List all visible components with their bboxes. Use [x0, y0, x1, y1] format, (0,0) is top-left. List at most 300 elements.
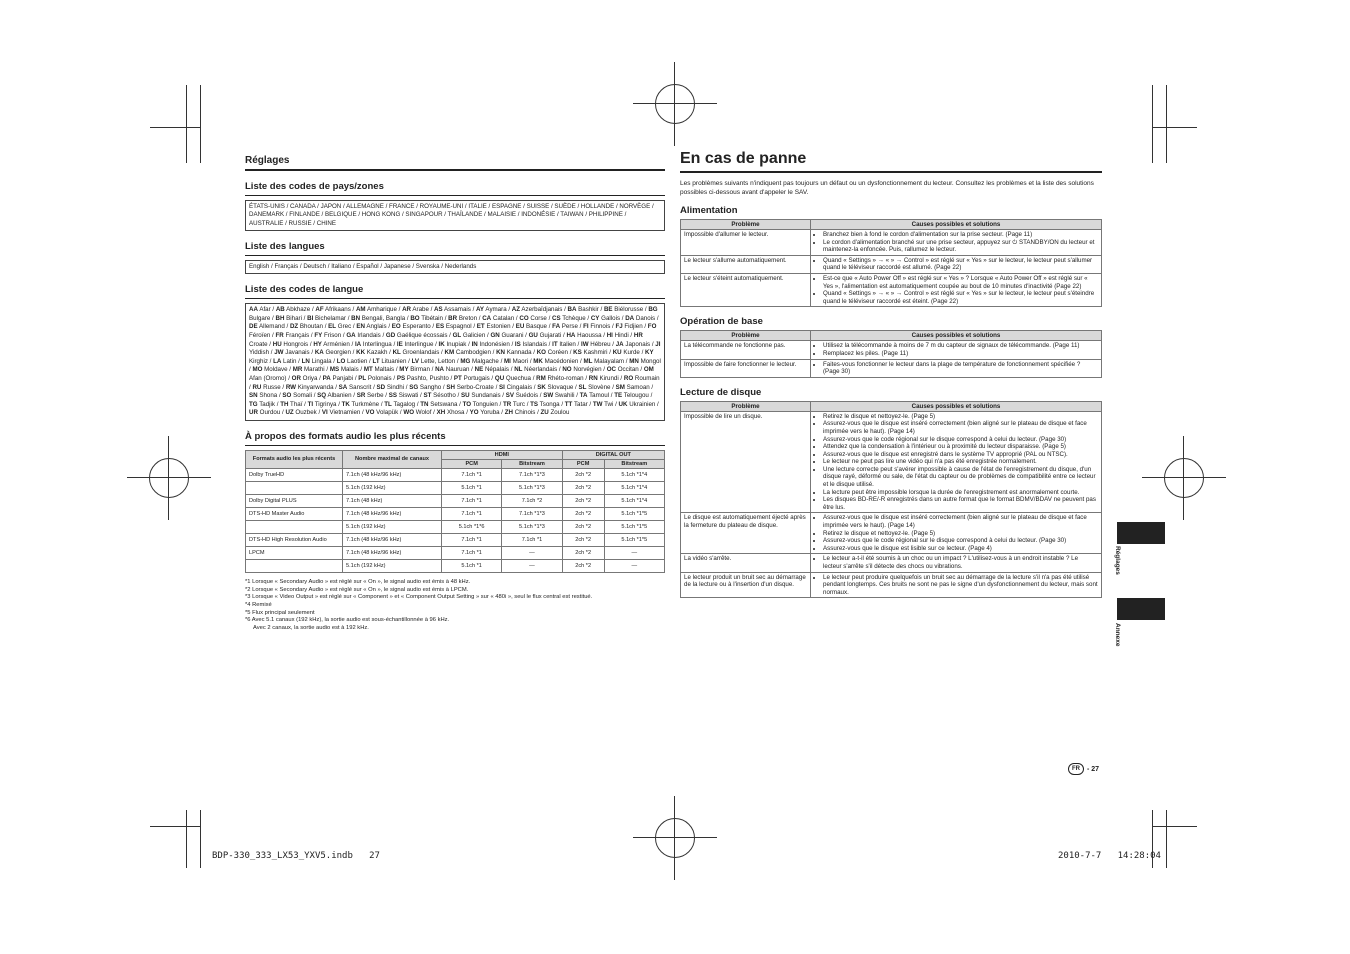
language-code: KY [645, 349, 654, 357]
language-code: SW [543, 392, 554, 400]
language-name: Français / [283, 331, 315, 339]
language-name: Ouzbek / [293, 409, 322, 417]
language-code: SR [356, 392, 366, 400]
language-name: Kinyarwanda / [296, 383, 339, 391]
language-name: Yoruba / [478, 409, 505, 417]
language-name: Zoulou [548, 409, 570, 417]
table-cell: 2ch *2 [562, 481, 604, 494]
language-name: Turc / [511, 400, 531, 408]
language-name: Italien / [557, 340, 581, 348]
language-name: Aymara / [484, 306, 512, 314]
language-code: SD [376, 383, 386, 391]
language-code: UZ [285, 409, 294, 417]
language-code: EU [515, 323, 525, 331]
language-name: Grec / [336, 323, 357, 331]
language-name: Roumain / [249, 374, 660, 391]
language-code: AA [249, 306, 258, 314]
language-code: RU [252, 383, 262, 391]
table-cell: 5.1ch (192 kHz) [343, 481, 442, 494]
language-code: DZ [289, 323, 299, 331]
table-cell: 5.1ch *1*5 [604, 533, 664, 546]
table-row [681, 554, 1102, 572]
language-code: IN [471, 340, 478, 348]
table-row [246, 468, 665, 481]
language-code: CS [552, 314, 561, 322]
language-code: NA [435, 366, 444, 374]
language-code: KU [612, 349, 622, 357]
language-name: Samoan / [624, 383, 654, 391]
language-code: TW [592, 400, 603, 408]
language-name: Quechua / [504, 374, 537, 382]
language-code: ZU [540, 409, 549, 417]
language-name: Serbe / [365, 392, 389, 400]
language-name: Inupiak / [444, 340, 472, 348]
language-code: RM [536, 374, 546, 382]
footnote: *3 Lorsque « Video Output » est réglé sur « Component » et « Component Output Setting » sur « 480i », seul le flux central est restitué. [245, 594, 593, 601]
header-causes: Causes possibles et solutions [811, 401, 1102, 411]
section-title: Réglages [245, 155, 290, 166]
divider [245, 169, 665, 171]
language-name: Kirundi / [597, 374, 624, 382]
problem-cell: Le lecteur s'éteint automatiquement. [681, 273, 811, 306]
language-name: Swahili / [553, 392, 580, 400]
language-code: EL [328, 323, 337, 331]
language-code: AS [434, 306, 443, 314]
language-code: MN [629, 357, 639, 365]
language-code: XH [436, 409, 446, 417]
language-name: Gaélique écossais / [395, 331, 453, 339]
table-cell: — [502, 559, 562, 572]
crop-mark [150, 127, 200, 128]
language-name: Sésotho / [431, 392, 461, 400]
language-name: Volapük / [374, 409, 404, 417]
problem-cell: Le disque est automatiquement éjecté après la fermeture du plateau de disque. [681, 513, 811, 554]
table-cell: 7.1ch *2 [502, 494, 562, 507]
language-code: MG [460, 357, 471, 365]
language-code: OR [291, 374, 301, 382]
solution-item: • Quand « Settings » → « » → Control » est réglé sur « Yes » sur le lecteur, le lecteur peut s'éteindre quand le téléviseur raccordé est éteint. (Page 22) [823, 290, 1098, 305]
language-code: SV [505, 392, 514, 400]
language-name: Sundanais / [469, 392, 506, 400]
table-cell: 2ch *2 [562, 507, 604, 520]
solution-item: • Le lecteur ne peut pas lire une vidéo qui n'a pas été enregistrée normalement. [823, 458, 1098, 466]
language-code: WO [403, 409, 415, 417]
header-pcm: PCM [442, 459, 502, 468]
language-code: JI [655, 340, 661, 348]
language-name: Fidjien / [622, 323, 648, 331]
language-code: RW [285, 383, 297, 391]
language-name: Serbo-Croate / [454, 383, 500, 391]
tab-annexe [1117, 598, 1165, 620]
language-code: TT [564, 400, 573, 408]
language-name: Frison / [322, 331, 347, 339]
language-name: Tsonga / [538, 400, 565, 408]
crop-mark [1166, 810, 1167, 868]
language-code: HU [272, 340, 282, 348]
table-cell: 2ch *2 [562, 520, 604, 533]
language-code: DE [249, 323, 258, 331]
language-code: BN [351, 314, 361, 322]
language-name: Ourdou / [257, 409, 286, 417]
language-code: RO [623, 374, 634, 382]
table-cell: LPCM [246, 546, 343, 559]
troubleshooting-table [680, 401, 1102, 599]
language-code: FI [583, 323, 589, 331]
table-cell: 2ch *2 [562, 533, 604, 546]
language-name: Slovène / [586, 383, 616, 391]
language-code: FR [275, 331, 284, 339]
language-name: Panjabi / [330, 374, 359, 382]
language-name: Lingala / [309, 357, 337, 365]
language-code: PS [396, 374, 406, 382]
header-channels: Nombre maximal de canaux [343, 450, 442, 468]
language-name: Bichelamar / [313, 314, 352, 322]
language-code: SN [249, 392, 258, 400]
language-name: Esperanto / [400, 323, 436, 331]
language-code: EN [356, 323, 365, 331]
table-cell: — [604, 546, 664, 559]
language-code: QU [494, 374, 505, 382]
language-name: Yiddish / [249, 349, 275, 357]
language-code: LT [372, 357, 380, 365]
language-name: Assamais / [442, 306, 477, 314]
language-code: CA [482, 314, 492, 322]
footnote: *4 Remixé [245, 602, 272, 609]
solution-item: • Retirez le disque et nettoyez-le. (Page 5) [823, 413, 1098, 421]
language-name: Slovaque / [545, 383, 579, 391]
language-name: Bashkir / [576, 306, 604, 314]
language-code: MO [252, 366, 263, 374]
language-name: Pashto, Pushto / [405, 374, 454, 382]
language-name: Portugais / [461, 374, 495, 382]
language-code: SO [282, 392, 292, 400]
registration-mark [651, 80, 699, 128]
language-code: BH [275, 314, 285, 322]
table-cell: 5.1ch *1*3 [502, 481, 562, 494]
language-name: Guarani / [499, 331, 529, 339]
footnote: *1 Lorsque « Secondary Audio » est réglé sur « On », le signal audio est émis à 48 kHz. [245, 578, 471, 585]
language-code: NL [514, 366, 523, 374]
language-code: MT [363, 366, 373, 374]
audio-formats-table [245, 450, 665, 573]
table-row [681, 255, 1102, 273]
table-row [246, 559, 665, 572]
language-code: MR [292, 366, 303, 374]
language-name: Néerlandais / [522, 366, 563, 374]
table-cell: 5.1ch *1*5 [604, 507, 664, 520]
solution-item: • Est-ce que « Auto Power Off » est réglé sur « Yes » ? Lorsque « Auto Power Off » est réglé sur « Yes », l'alimentation est automatiquement coupée au bout de 10 minutes d'inactivité (Page 22) [823, 275, 1098, 290]
language-code: LO [336, 357, 346, 365]
language-name: Tatar / [572, 400, 593, 408]
language-name: Haoussa / [575, 331, 607, 339]
table-row [681, 230, 1102, 256]
footnotes [245, 579, 665, 633]
language-name: Nauruan / [444, 366, 475, 374]
language-code: IK [438, 340, 445, 348]
problem-cell: Impossible d'allumer le lecteur. [681, 230, 811, 256]
language-name: Occitan / [616, 366, 644, 374]
language-code: ML [583, 357, 593, 365]
header-problem: Problème [681, 331, 811, 341]
table-cell: 7.1ch *1*3 [502, 468, 562, 481]
language-name: Afan (Oromo) / [249, 374, 292, 382]
language-name: Javanais / [283, 349, 315, 357]
language-code: TK [341, 400, 350, 408]
languages-heading: Liste des langues [245, 240, 325, 252]
table-cell: 5.1ch *1*4 [604, 481, 664, 494]
table-cell: 5.1ch *1*3 [502, 520, 562, 533]
solution-item: • Branchez bien à fond le cordon d'alimentation sur la prise secteur. (Page 11) [823, 231, 1098, 239]
language-name: Kashmiri / [581, 349, 613, 357]
language-name: Malayalam / [592, 357, 630, 365]
table-cell [246, 520, 343, 533]
language-code: BI [307, 314, 314, 322]
language-name: Afar / [257, 306, 276, 314]
language-name: Marathi / [302, 366, 330, 374]
language-code: KL [392, 349, 401, 357]
language-name: Malgache / [470, 357, 505, 365]
problem-cell: Le lecteur produit un bruit sec au démarrage de la lecture ou à l'insertion d'un disque. [681, 572, 811, 598]
page-title: En cas de panne [680, 150, 807, 167]
language-code: VO [365, 409, 375, 417]
language-fr-icon: FR [1068, 763, 1084, 775]
language-code: CO [519, 314, 529, 322]
language-code: KK [356, 349, 366, 357]
language-code: SA [338, 383, 348, 391]
language-name: Polonais / [366, 374, 397, 382]
language-code: AF [315, 306, 324, 314]
solutions-cell [811, 411, 1102, 513]
language-code: TA [579, 392, 588, 400]
table-cell: 5.1ch *1*6 [442, 520, 502, 533]
solutions-cell [811, 230, 1102, 256]
solutions-cell [811, 572, 1102, 598]
language-name: Anglais / [364, 323, 392, 331]
registration-mark [145, 454, 193, 502]
table-cell: 5.1ch *1*5 [604, 520, 664, 533]
footer-date: 2010-7-7 14:28:04 [1058, 851, 1161, 861]
crop-mark [1152, 85, 1153, 163]
language-name: Indonésien / [477, 340, 515, 348]
language-code: SM [615, 383, 625, 391]
language-name: Tchèque / [560, 314, 591, 322]
table-cell: 5.1ch (192 kHz) [343, 520, 442, 533]
language-name: Kurde / [621, 349, 646, 357]
language-code: SI [499, 383, 505, 391]
right-column [680, 150, 1102, 607]
language-code: LA [273, 357, 282, 365]
table-cell: 7.1ch *1 [442, 507, 502, 520]
language-code: KM [444, 349, 455, 357]
language-name: Irlandais / [355, 331, 386, 339]
language-code: AM [355, 306, 366, 314]
languages-box: English / Français / Deutsch / Italiano / Español / Japanese / Svenska / Nederlands [245, 260, 665, 274]
language-name: Moldave / [262, 366, 293, 374]
table-row [681, 341, 1102, 359]
language-name: Sanscrit / [347, 383, 377, 391]
table-row [681, 513, 1102, 554]
language-code: NO [562, 366, 572, 374]
language-code: UR [249, 409, 258, 417]
language-code: FJ [615, 323, 623, 331]
language-code: KO [536, 349, 546, 357]
language-code: TH [280, 400, 289, 408]
countries-heading: Liste des codes de pays/zones [245, 181, 384, 192]
divider [245, 195, 665, 196]
header-causes: Causes possibles et solutions [811, 220, 1102, 230]
footnote: *6 Avec 5.1 canaux (192 kHz), la sortie audio est sous-échantillonnée à 96 kHz. [245, 617, 450, 624]
language-name: Turkmène / [349, 400, 385, 408]
table-row [681, 411, 1102, 513]
footnote: *5 Flux principal seulement [245, 609, 315, 616]
crop-mark [1152, 826, 1197, 827]
header-digital-out: DIGITAL OUT [562, 450, 664, 459]
language-code: CY [590, 314, 600, 322]
language-name: Interlingue / [402, 340, 439, 348]
language-codes-heading: Liste des codes de langue [245, 284, 364, 296]
table-cell: 7.1ch (48 kHz/96 kHz) [343, 546, 442, 559]
table-cell: 7.1ch *1 [442, 468, 502, 481]
language-code: IE [396, 340, 403, 348]
header-problem: Problème [681, 401, 811, 411]
language-name: Mongol / [249, 357, 661, 374]
language-code: GD [385, 331, 396, 339]
language-name: Galicien / [461, 331, 491, 339]
language-code: VI [321, 409, 328, 417]
language-code: BE [603, 306, 613, 314]
language-code: GA [346, 331, 356, 339]
crop-mark [1166, 85, 1167, 163]
language-name: Kannada / [505, 349, 537, 357]
crop-mark [200, 810, 201, 868]
table-cell: — [502, 546, 562, 559]
language-code: AY [476, 306, 485, 314]
language-name: Bihari / [284, 314, 308, 322]
language-name: Interlingua / [361, 340, 397, 348]
table-cell: 5.1ch *1*4 [604, 494, 664, 507]
language-code: LN [301, 357, 310, 365]
language-code: ZH [504, 409, 513, 417]
language-code: SQ [317, 392, 327, 400]
table-cell: 5.1ch *1 [442, 559, 502, 572]
language-code: TO [462, 400, 472, 408]
troubleshooting-section-title: Alimentation [680, 205, 738, 216]
solution-item: • Utilisez la télécommande à moins de 7 m du capteur de signaux de télécommande. (Page 11) [823, 342, 1098, 350]
header-hdmi: HDMI [442, 450, 563, 459]
header-causes: Causes possibles et solutions [811, 331, 1102, 341]
language-name: Finnois / [588, 323, 616, 331]
language-name: Wolof / [414, 409, 437, 417]
table-cell: 2ch *2 [562, 494, 604, 507]
language-name: Allemand / [257, 323, 290, 331]
divider [245, 255, 665, 256]
language-name: Lituanien / [379, 357, 412, 365]
language-name: Arménien / [321, 340, 355, 348]
language-name: Japonais / [623, 340, 656, 348]
language-name: Cambodgien / [454, 349, 497, 357]
language-name: Coréen / [545, 349, 574, 357]
language-name: Sangho / [418, 383, 447, 391]
language-name: Arabe / [411, 306, 435, 314]
language-code: OM [643, 366, 654, 374]
language-code: NE [474, 366, 484, 374]
language-code: SG [409, 383, 419, 391]
language-name: Biélorusse / [612, 306, 649, 314]
language-name: Russe / [261, 383, 286, 391]
language-code: SH [446, 383, 455, 391]
language-code: TE [614, 392, 623, 400]
language-code: BR [448, 314, 458, 322]
header-bitstream: Bitstream [604, 459, 664, 468]
language-code: GN [490, 331, 500, 339]
language-code: IA [354, 340, 362, 348]
language-code: YO [469, 409, 479, 417]
language-code: MK [533, 357, 543, 365]
table-cell: — [604, 559, 664, 572]
language-code: HI [606, 331, 613, 339]
language-code: DA [625, 314, 635, 322]
language-name: Gallois / [599, 314, 626, 322]
solutions-cell [811, 554, 1102, 572]
language-code: TG [249, 400, 258, 408]
table-cell [246, 481, 343, 494]
language-name: Catalan / [491, 314, 520, 322]
crop-mark [186, 85, 187, 163]
language-name: Setswana / [428, 400, 463, 408]
language-name: Danois / [634, 314, 659, 322]
language-code: LV [411, 357, 420, 365]
language-code: AR [402, 306, 411, 314]
footnote: *2 Lorsque « Secondary Audio » est réglé sur « On », le signal audio est émis à LPCM. [245, 586, 469, 593]
language-code: IW [580, 340, 589, 348]
tab-label-reglages: Réglages [1114, 546, 1121, 575]
solution-item: • Assurez-vous que le disque est lisible sur ce lecteur. (Page 4) [823, 545, 1098, 553]
solution-item: • Assurez-vous que le disque est enregistré dans le système TV approprié (PAL ou NTSC). [823, 451, 1098, 459]
language-code: RN [588, 374, 598, 382]
problem-cell: Impossible de lire un disque. [681, 411, 811, 513]
language-name: Somali / [291, 392, 318, 400]
language-code: GL [452, 331, 462, 339]
table-cell: 5.1ch *1 [442, 481, 502, 494]
solution-item: • Remplacez les piles. (Page 11) [823, 350, 1098, 358]
language-code: TS [530, 400, 539, 408]
solution-item: • Assurez-vous que le disque est inséré correctement (bien aligné sur le plateau de disque et face imprimée vers le haut). (Page 14) [823, 420, 1098, 435]
language-name: Perse / [560, 323, 584, 331]
footnote: Avec 2 canaux, la sortie audio est à 192 kHz. [253, 625, 369, 632]
table-cell: 2ch *2 [562, 559, 604, 572]
tab-reglages [1117, 522, 1165, 544]
solution-item: • Faites-vous fonctionner le lecteur dans la plage de température de fonctionnement spécifiée ? (Page 30) [823, 361, 1098, 376]
language-code: EO [391, 323, 401, 331]
language-code: BO [410, 314, 420, 322]
language-code: FO [647, 323, 657, 331]
language-name: Georgien / [323, 349, 357, 357]
language-code: HA [566, 331, 576, 339]
language-code: HR [633, 331, 643, 339]
header-pcm: PCM [562, 459, 604, 468]
language-code: ST [423, 392, 432, 400]
language-code: TN [420, 400, 429, 408]
language-name: Rhéto-roman / [545, 374, 589, 382]
intro-text: Les problèmes suivants n'indiquent pas toujours un défaut ou un dysfonctionnement du lecteur. Consultez les problèmes et la liste des solutions possibles ci-dessous avant d'appeler le SAV. [680, 180, 1094, 196]
language-name: Oriya / [300, 374, 323, 382]
language-name: Shona / [257, 392, 283, 400]
language-name: Basque / [524, 323, 553, 331]
language-name: Tamoul / [587, 392, 615, 400]
language-code: MS [329, 366, 340, 374]
crop-mark [200, 85, 201, 163]
table-cell [246, 559, 343, 572]
